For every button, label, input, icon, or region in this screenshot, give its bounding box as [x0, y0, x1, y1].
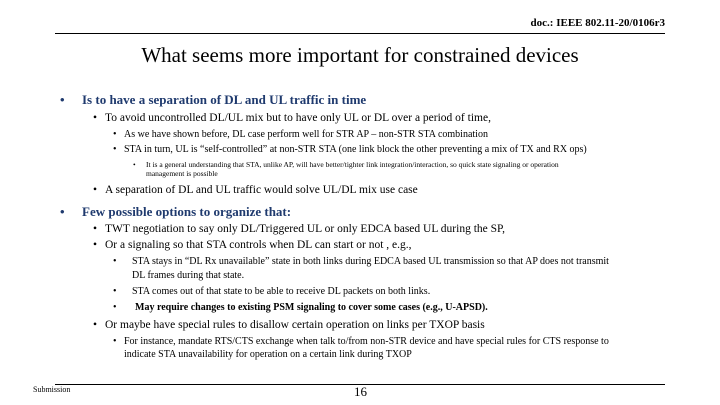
bullet-1-1-2-marker: •: [113, 144, 117, 155]
bullet-1-1-1-marker: •: [113, 129, 117, 140]
bullet-2-3-1-marker: •: [113, 336, 117, 347]
bullet-2-1-marker: •: [93, 223, 98, 235]
bullet-2-3-text: Or maybe have special rules to disallow certain operation on links per TXOP basis: [105, 319, 485, 331]
bullet-2-2-1-text-line1: STA stays in “DL Rx unavailable” state in both links during EDCA based UL transmission so that AP does not transmit: [132, 256, 609, 267]
bullet-2-3-marker: •: [93, 319, 98, 331]
bullet-1-1-2-1-text-line1: It is a general understanding that STA, unlike AP, will have better/tighter link integration/interaction, so quick state signaling or operation: [146, 160, 559, 169]
bullet-2-2-3-marker: •: [113, 302, 117, 313]
document-id: doc.: IEEE 802.11-20/0106r3: [530, 17, 665, 29]
bullet-2-2-1-text-line2: DL frames during that state.: [132, 270, 245, 281]
bullet-2-3-1-text-line2: indicate STA unavailability for operation on a certain link during TXOP: [124, 349, 412, 360]
bullet-1-marker: •: [60, 92, 65, 107]
bullet-1-1-1-text: As we have shown before, DL case perform well for STR AP – non-STR STA combination: [124, 129, 488, 140]
bullet-2-marker: •: [60, 204, 65, 219]
bullet-1-text: Is to have a separation of DL and UL traffic in time: [82, 92, 367, 107]
bullet-2-2-3-text: May require changes to existing PSM signaling to cover some cases (e.g., U-APSD).: [135, 302, 488, 313]
header-rule: [55, 33, 665, 34]
bullet-2-text: Few possible options to organize that:: [82, 204, 292, 219]
bullet-2-1-text: TWT negotiation to say only DL/Triggered UL or only EDCA based UL during the SP,: [105, 223, 506, 235]
footer-submission: Submission: [33, 385, 71, 394]
bullet-2-2-2-text: STA comes out of that state to be able to receive DL packets on both links.: [132, 286, 431, 297]
page-number: 16: [354, 384, 367, 399]
slide-title: What seems more important for constrained devices: [141, 43, 579, 67]
bullet-1-2-marker: •: [93, 184, 98, 196]
bullet-1-1-marker: •: [93, 112, 98, 124]
bullet-2-2-marker: •: [93, 239, 98, 251]
bullet-1-1-text: To avoid uncontrolled DL/UL mix but to have only UL or DL over a period of time,: [105, 112, 491, 124]
bullet-1-2-text: A separation of DL and UL traffic would solve UL/DL mix use case: [105, 184, 418, 196]
bullet-2-3-1-text-line1: For instance, mandate RTS/CTS exchange when talk to/from non-STR device and have special rules for CTS response to: [124, 336, 609, 347]
bullet-2-2-text: Or a signaling so that STA controls when DL can start or not , e.g.,: [105, 239, 412, 251]
bullet-1-1-2-1-text-line2: management is possible: [146, 169, 218, 178]
bullet-1-1-2-1-marker: •: [133, 160, 136, 169]
bullet-2-2-2-marker: •: [113, 286, 117, 297]
bullet-1-1-2-text: STA in turn, UL is “self-controlled” at non-STR STA (one link block the other preventing a mix of TX and RX ops): [124, 144, 587, 155]
bullet-2-2-1-marker: •: [113, 256, 117, 267]
